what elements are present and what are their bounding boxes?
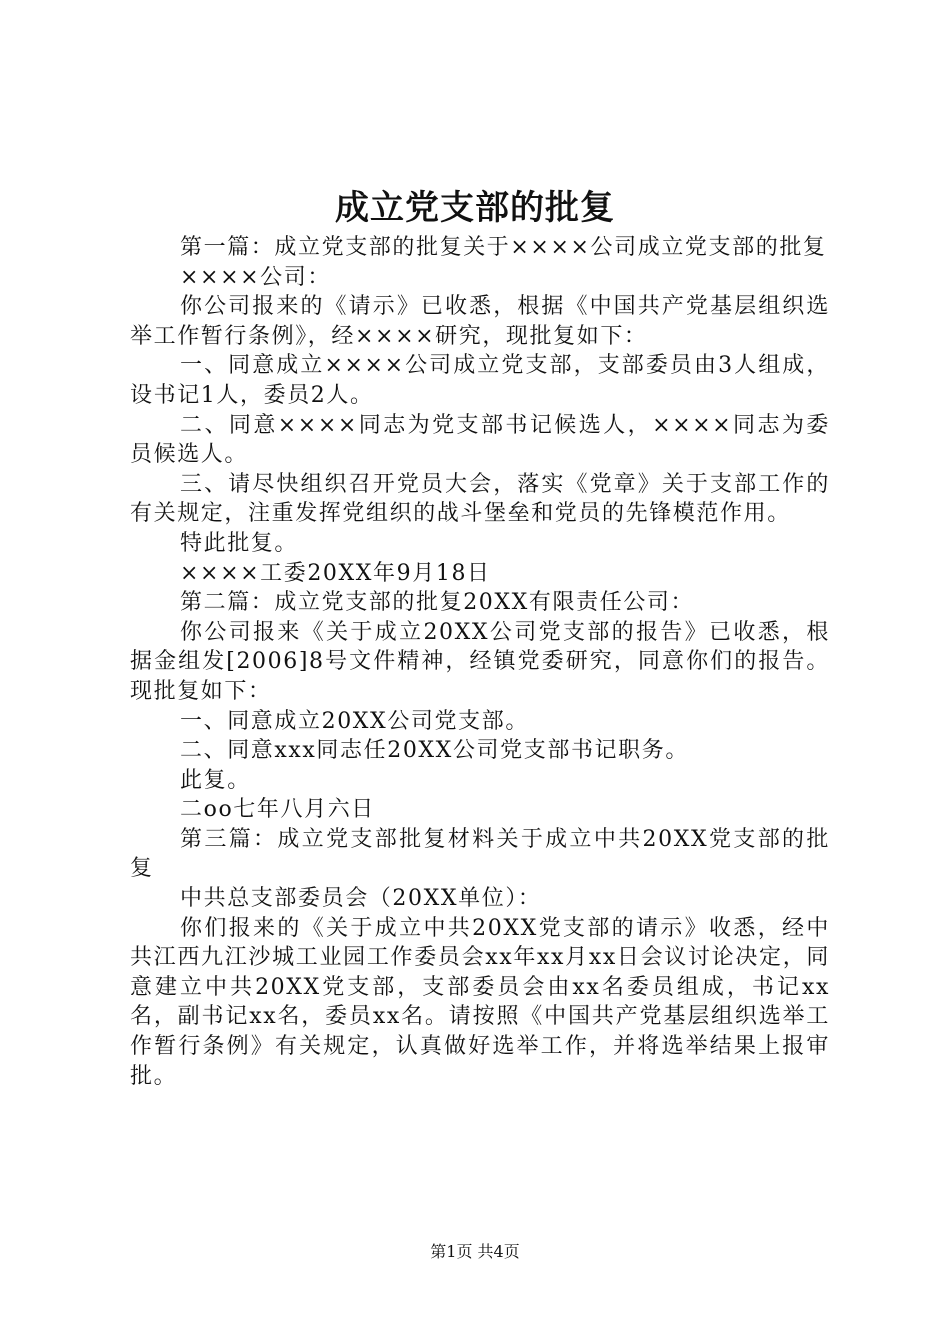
paragraph: 二oo七年八月六日	[180, 797, 375, 823]
paragraph: 你公司报来《关于成立20XX公司党支部的报告》已收悉，根据金组发[2006]8号文件精神，经镇党委研究，同意你们的报告。现批复如下：	[130, 619, 830, 704]
paragraph: 此复。	[180, 767, 251, 793]
paragraph: 中共总支部委员会（20XX单位）：	[180, 886, 542, 912]
paragraph: 一、同意成立20XX公司党支部。	[180, 708, 529, 734]
paragraph: ××××工委20XX年9月18日	[180, 560, 491, 586]
paragraph: 第一篇：成立党支部的批复关于××××公司成立党支部的批复	[180, 235, 827, 260]
document-title: 成立党支部的批复	[335, 188, 615, 228]
paragraph: 第二篇：成立党支部的批复20XX有限责任公司：	[180, 590, 695, 616]
paragraph: 二、同意xxx同志任20XX公司党支部书记职务。	[180, 738, 689, 764]
paragraph: 你公司报来的《请示》已收悉，根据《中国共产党基层组织选举工作暂行条例》，经××××研究，现批复如下：	[130, 294, 830, 349]
paragraph: 第三篇：成立党支部批复材料关于成立中共20XX党支部的批复	[130, 826, 830, 882]
paragraph: 一、同意成立××××公司成立党支部，支部委员由3人组成，设书记1人，委员2人。	[130, 353, 830, 408]
paragraph: 三、请尽快组织召开党员大会，落实《党章》关于支部工作的有关规定，注重发挥党组织的战斗堡垒和党员的先锋模范作用。	[130, 471, 830, 527]
paragraph: 你们报来的《关于成立中共20XX党支部的请示》收悉，经中共江西九江沙城工业园工作委员会xx年xx月xx日会议讨论决定，同意建立中共20XX党支部，支部委员会由xx名委员组成，书记xx名，副书记xx名，委员xx名。请按照《中国共产党基层组织选举工作暂行条例》有关规定，认真做好选举工作，并将选举结果上报审批。	[130, 915, 830, 1089]
paragraph: 特此批复。	[180, 530, 299, 556]
page-number-footer: 第1页 共4页	[430, 1242, 520, 1261]
paragraph: ××××公司：	[180, 264, 331, 290]
paragraph: 二、同意××××同志为党支部书记候选人，××××同志为委员候选人。	[130, 412, 830, 468]
document-body	[130, 233, 830, 1091]
